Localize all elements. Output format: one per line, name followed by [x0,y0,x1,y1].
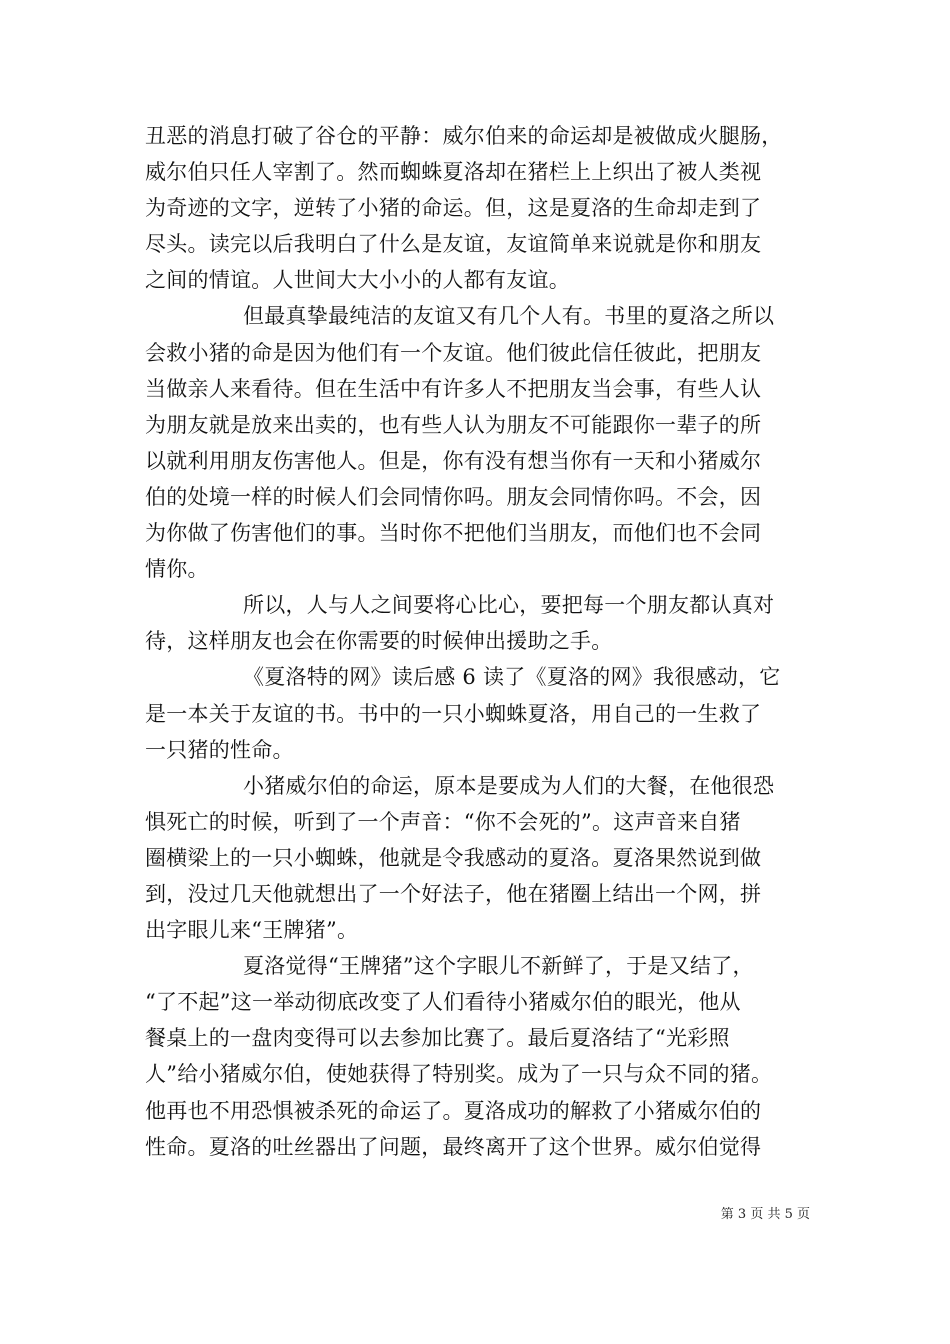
text-line: 出字眼儿来“王牌猪”。 [145,918,359,943]
text-line: 待，这样朋友也会在你需要的时候伸出援助之手。 [145,629,613,654]
text-line: “了不起”这一举动彻底改变了人们看待小猪威尔伯的眼光，他从 [145,990,741,1015]
page-number-footer: 第 3 页 共 5 页 [720,1207,810,1222]
text-line: 一只猪的性命。 [145,737,294,762]
text-line: 圈横梁上的一只小蜘蛛，他就是令我感动的夏洛。夏洛果然说到做 [145,845,762,870]
text-line: 以就利用朋友伤害他人。但是，你有没有想当你有一天和小猪威尔 [145,448,762,473]
text-line: 惧死亡的时候，听到了一个声音：“你不会死的”。这声音来自猪 [145,809,741,834]
text-line: 他再也不用恐惧被杀死的命运了。夏洛成功的解救了小猪威尔伯的 [145,1098,762,1123]
text-line: 之间的情谊。人世间大大小小的人都有友谊。 [145,268,570,293]
text-line: 威尔伯只任人宰割了。然而蜘蛛夏洛却在猪栏上上织出了被人类视 [145,160,762,185]
text-line: 为朋友就是放来出卖的，也有些人认为朋友不可能跟你一辈子的所 [145,412,762,437]
text-line: 当做亲人来看待。但在生活中有许多人不把朋友当会事，有些人认 [145,376,762,401]
paragraph-start-line: 小猪威尔伯的命运，原本是要成为人们的大餐，在他很恐 [243,773,775,798]
paragraph-start-line: 《夏洛特的网》读后感 6 读了《夏洛的网》我很感动，它 [243,665,781,690]
paragraph-start-line: 所以，人与人之间要将心比心，要把每一个朋友都认真对 [243,593,775,618]
text-line: 会救小猪的命是因为他们有一个友谊。他们彼此信任彼此，把朋友 [145,340,762,365]
body-text [145,118,808,1165]
text-line: 为奇迹的文字，逆转了小猪的命运。但，这是夏洛的生命却走到了 [145,196,762,221]
text-line: 丑恶的消息打破了谷仓的平静：威尔伯来的命运却是被做成火腿肠， [145,124,783,148]
text-line: 性命。夏洛的吐丝器出了问题，最终离开了这个世界。威尔伯觉得 [145,1134,762,1159]
text-line: 到，没过几天他就想出了一个好法子，他在猪圈上结出一个网，拼 [145,881,762,906]
text-line: 伯的处境一样的时候人们会同情你吗。朋友会同情你吗。不会，因 [145,484,762,509]
text-line: 餐桌上的一盘肉变得可以去参加比赛了。最后夏洛结了“光彩照 [145,1026,730,1051]
paragraph-start-line: 但最真挚最纯洁的友谊又有几个人有。书里的夏洛之所以 [243,304,775,329]
paragraph-start-line: 夏洛觉得“王牌猪”这个字眼儿不新鲜了，于是又结了， [243,954,754,979]
text-line: 情你。 [145,557,209,582]
text-line: 人”给小猪威尔伯，使她获得了特别奖。成为了一只与众不同的猪。 [145,1062,773,1087]
text-line: 是一本关于友谊的书。书中的一只小蜘蛛夏洛，用自己的一生救了 [145,701,762,726]
text-line: 为你做了伤害他们的事。当时你不把他们当朋友，而他们也不会同 [145,521,762,546]
text-line: 尽头。读完以后我明白了什么是友谊，友谊简单来说就是你和朋友 [145,232,762,257]
